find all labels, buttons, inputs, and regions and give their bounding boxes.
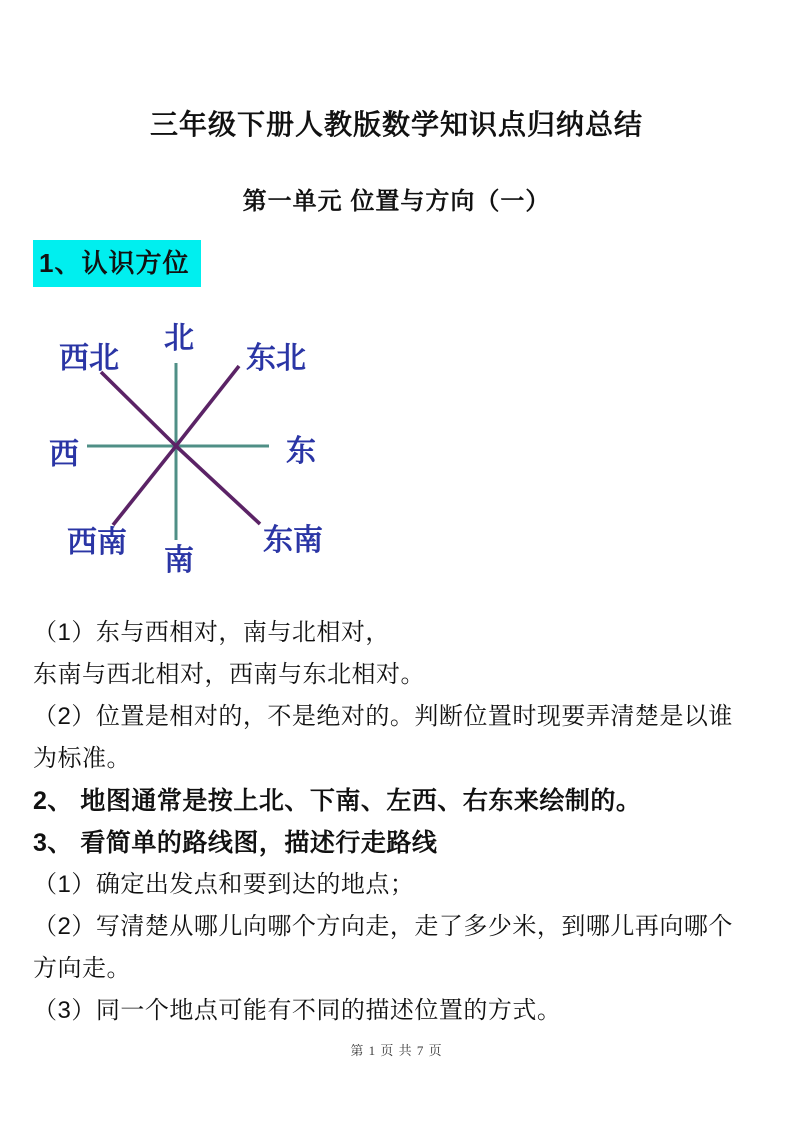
paragraph-bold: 3、 看简单的路线图，描述行走路线	[33, 829, 438, 857]
paragraph: 东南与西北相对，西南与东北相对。	[33, 661, 425, 688]
compass-diagonal-southwest	[113, 446, 176, 525]
compass-diagonal-northwest	[101, 372, 176, 446]
compass-label-east: 东	[286, 435, 316, 468]
compass-diagram	[33, 304, 393, 596]
paragraph: （2）位置是相对的，不是绝对的。判断位置时现要弄清楚是以谁	[33, 703, 733, 730]
body-text	[33, 612, 760, 1032]
compass-diagonal-southeast	[176, 446, 260, 524]
paragraph-bold: 2、 地图通常是按上北、下南、左西、右东来绘制的。	[33, 787, 642, 815]
compass-label-northwest: 西北	[59, 342, 119, 375]
section-heading-highlighted: 1、认识方位	[33, 240, 201, 287]
paragraph: 为标准。	[33, 745, 131, 772]
compass-label-northeast: 东北	[246, 342, 306, 375]
compass-label-west: 西	[49, 438, 79, 471]
paragraph: （3）同一个地点可能有不同的描述位置的方式。	[33, 997, 562, 1024]
compass-label-southwest: 西南	[67, 526, 127, 559]
page-title: 三年级下册人教版数学知识点归纳总结	[149, 109, 643, 140]
paragraph: （1）东与西相对，南与北相对，	[33, 619, 390, 646]
compass-label-southeast: 东南	[263, 524, 323, 557]
page-footer: 第 1 页 共 7 页	[350, 1043, 443, 1058]
compass-diagonal-northeast	[176, 366, 239, 446]
page-subtitle: 第一单元 位置与方向（一）	[242, 188, 551, 215]
compass-label-south: 南	[164, 544, 194, 577]
paragraph: 方向走。	[33, 955, 131, 982]
compass-rose-svg	[33, 304, 393, 596]
paragraph: （2）写清楚从哪儿向哪个方向走，走了多少米，到哪儿再向哪个	[33, 913, 733, 940]
compass-label-north: 北	[164, 322, 194, 355]
paragraph: （1）确定出发点和要到达的地点；	[33, 871, 415, 898]
